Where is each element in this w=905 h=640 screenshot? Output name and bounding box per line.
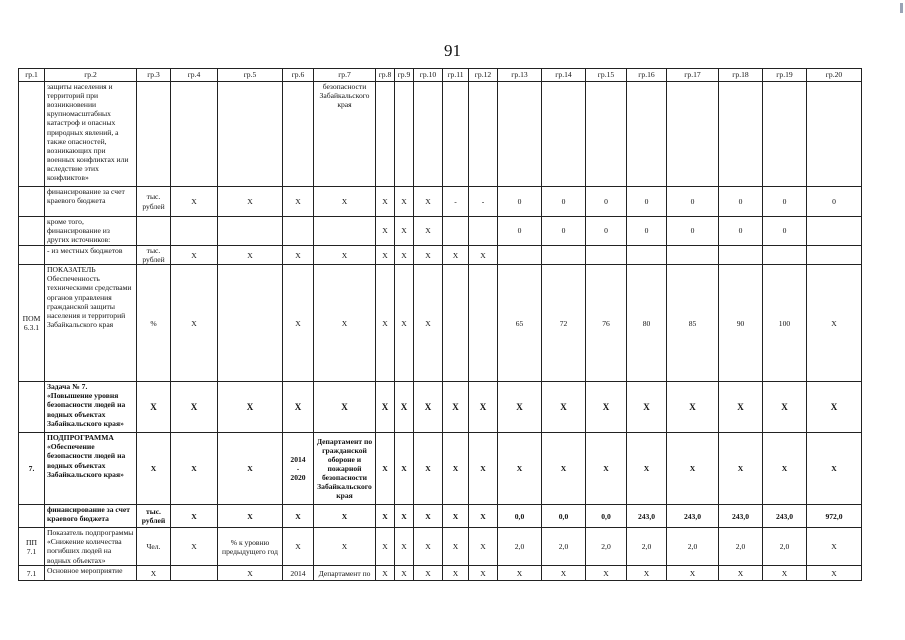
table-cell: 90 xyxy=(719,265,763,382)
table-cell xyxy=(314,217,376,246)
table-cell: X xyxy=(395,433,414,505)
table-cell: 100 xyxy=(763,265,807,382)
page-number: 91 xyxy=(444,41,461,60)
table-cell: безопасности Забайкальского края xyxy=(314,82,376,187)
table-cell: X xyxy=(314,246,376,265)
table-cell: X xyxy=(218,505,283,528)
column-header: гр.12 xyxy=(469,69,498,82)
table-cell: X xyxy=(498,382,542,433)
table-cell: тыс. рублей xyxy=(137,505,171,528)
table-cell: X xyxy=(443,246,469,265)
table-cell: X xyxy=(171,187,218,217)
table-cell: тыс. рублей xyxy=(137,246,171,265)
table-cell: ПОДПРОГРАММА «Обеспечение безопасности людей на водных объектах Забайкальского края» xyxy=(45,433,137,505)
table-cell: X xyxy=(376,187,395,217)
column-header: гр.13 xyxy=(498,69,542,82)
table-cell: X xyxy=(414,505,443,528)
table-cell: X xyxy=(414,528,443,566)
table-cell: X xyxy=(807,382,862,433)
table-cell: 85 xyxy=(667,265,719,382)
table-cell: тыс. рублей xyxy=(137,187,171,217)
table-cell: X xyxy=(395,217,414,246)
table-cell: X xyxy=(171,246,218,265)
table-cell: X xyxy=(414,433,443,505)
table-cell: - из местных бюджетов xyxy=(45,246,137,265)
table-cell: 0 xyxy=(498,187,542,217)
table-cell xyxy=(498,246,542,265)
table-cell: 0 xyxy=(807,187,862,217)
table-cell xyxy=(763,82,807,187)
table-cell: X xyxy=(283,246,314,265)
table-cell: X xyxy=(469,246,498,265)
table-cell: X xyxy=(807,566,862,581)
table-cell: 0,0 xyxy=(586,505,627,528)
table-cell: 243,0 xyxy=(627,505,667,528)
header-row xyxy=(19,69,862,82)
table-row xyxy=(19,505,862,528)
table-cell: 0 xyxy=(627,217,667,246)
table-cell: 76 xyxy=(586,265,627,382)
table-cell xyxy=(414,82,443,187)
table-cell xyxy=(469,265,498,382)
table-row xyxy=(19,566,862,581)
table-cell: ПП 7.1 xyxy=(19,528,45,566)
table-cell: 0 xyxy=(586,187,627,217)
table-cell: X xyxy=(414,217,443,246)
table-cell: X xyxy=(376,433,395,505)
table-cell xyxy=(719,246,763,265)
table-cell: X xyxy=(218,246,283,265)
table-cell: X xyxy=(283,187,314,217)
table-cell: 2014 - 2020 xyxy=(283,433,314,505)
table-row xyxy=(19,528,862,566)
table-cell: X xyxy=(171,265,218,382)
table-cell xyxy=(376,82,395,187)
table-cell xyxy=(283,82,314,187)
table-cell: 2,0 xyxy=(763,528,807,566)
table-cell: 0 xyxy=(542,217,586,246)
table-cell: Чел. xyxy=(137,528,171,566)
table-cell: % xyxy=(137,265,171,382)
table-cell: X xyxy=(807,265,862,382)
table-cell: X xyxy=(443,505,469,528)
table-cell xyxy=(443,82,469,187)
table-cell xyxy=(627,246,667,265)
table-cell xyxy=(542,82,586,187)
table-cell: X xyxy=(414,187,443,217)
page-edge-mark xyxy=(900,3,903,13)
table-cell: 0 xyxy=(763,217,807,246)
table-body xyxy=(19,69,862,581)
table-cell: X xyxy=(395,566,414,581)
table-cell: X xyxy=(719,566,763,581)
table-cell: 0 xyxy=(627,187,667,217)
table-row xyxy=(19,433,862,505)
table-cell: X xyxy=(469,528,498,566)
column-header: гр.6 xyxy=(283,69,314,82)
table-cell xyxy=(586,246,627,265)
table-cell: 243,0 xyxy=(763,505,807,528)
table-cell: 2,0 xyxy=(667,528,719,566)
table-cell: 243,0 xyxy=(719,505,763,528)
table-cell: X xyxy=(376,246,395,265)
table-row xyxy=(19,187,862,217)
table-cell: финансирование за счет краевого бюджета xyxy=(45,187,137,217)
table-cell: X xyxy=(395,382,414,433)
table-cell xyxy=(469,217,498,246)
table-cell: X xyxy=(218,566,283,581)
column-header: гр.20 xyxy=(807,69,862,82)
table-cell: 0,0 xyxy=(542,505,586,528)
column-header: гр.3 xyxy=(137,69,171,82)
table-cell: X xyxy=(498,566,542,581)
column-header: гр.9 xyxy=(395,69,414,82)
table-cell: X xyxy=(395,187,414,217)
table-cell: X xyxy=(314,382,376,433)
table-cell: X xyxy=(395,505,414,528)
table-cell: кроме того, финансирование из других источников: xyxy=(45,217,137,246)
table-cell: защиты населения и территорий при возникновении крупномасштабных катастроф и опасных природных явлений, а также опасностей, возникающих при военных конфликтах или вследствие этих конфликтов» xyxy=(45,82,137,187)
table-cell xyxy=(443,265,469,382)
table-cell: X xyxy=(171,382,218,433)
table-cell: Задача № 7. «Повышение уровня безопасности людей на водных объектах Забайкальского края» xyxy=(45,382,137,433)
table-cell: ПОКАЗАТЕЛЬ Обеспеченность техническими средствами органов управления гражданской защиты населения и территорий Забайкальского края xyxy=(45,265,137,382)
table-cell: X xyxy=(498,433,542,505)
table-cell: X xyxy=(719,433,763,505)
table-cell: X xyxy=(719,382,763,433)
table-cell: X xyxy=(443,433,469,505)
table-cell: X xyxy=(314,505,376,528)
table-cell xyxy=(19,382,45,433)
table-cell: X xyxy=(667,433,719,505)
table-cell xyxy=(807,82,862,187)
table-cell: X xyxy=(171,433,218,505)
table-cell: X xyxy=(137,433,171,505)
table-cell: X xyxy=(414,265,443,382)
table-cell: X xyxy=(376,265,395,382)
table-cell: - xyxy=(443,187,469,217)
table-cell: X xyxy=(171,528,218,566)
table-cell xyxy=(395,82,414,187)
table-cell: 0,0 xyxy=(498,505,542,528)
table-cell: X xyxy=(395,265,414,382)
table-cell: X xyxy=(542,566,586,581)
table-cell xyxy=(627,82,667,187)
table-cell xyxy=(171,566,218,581)
table-cell: Показатель подпрограммы «Снижение количества погибших людей на водных объектах» xyxy=(45,528,137,566)
column-header: гр.15 xyxy=(586,69,627,82)
table-cell: X xyxy=(627,382,667,433)
column-header: гр.11 xyxy=(443,69,469,82)
column-header: гр.16 xyxy=(627,69,667,82)
table-cell: 2,0 xyxy=(542,528,586,566)
table-row xyxy=(19,265,862,382)
table-cell: X xyxy=(627,433,667,505)
table-cell: X xyxy=(314,528,376,566)
table-cell: X xyxy=(763,433,807,505)
table-cell: X xyxy=(443,528,469,566)
table-cell: 7.1 xyxy=(19,566,45,581)
table-cell: X xyxy=(283,505,314,528)
table-cell: X xyxy=(763,566,807,581)
table-row xyxy=(19,246,862,265)
column-header: гр.8 xyxy=(376,69,395,82)
table-cell: 0 xyxy=(498,217,542,246)
table-cell xyxy=(667,82,719,187)
table-cell xyxy=(19,187,45,217)
table-cell: X xyxy=(414,246,443,265)
table-cell: X xyxy=(627,566,667,581)
table-cell: X xyxy=(586,382,627,433)
table-cell xyxy=(498,82,542,187)
table-cell: 0 xyxy=(719,187,763,217)
table-cell: X xyxy=(414,566,443,581)
table-cell: Департамент по xyxy=(314,566,376,581)
table-cell: X xyxy=(395,246,414,265)
table-cell xyxy=(542,246,586,265)
table-cell: X xyxy=(376,382,395,433)
table-cell: Основное мероприятие xyxy=(45,566,137,581)
table-cell: X xyxy=(395,528,414,566)
table-cell xyxy=(719,82,763,187)
program-table xyxy=(18,68,862,581)
table-row xyxy=(19,217,862,246)
table-cell: X xyxy=(137,566,171,581)
table-cell: X xyxy=(218,187,283,217)
table-cell xyxy=(283,217,314,246)
column-header: гр.14 xyxy=(542,69,586,82)
table-cell: 0 xyxy=(667,187,719,217)
table-cell: X xyxy=(542,433,586,505)
table-cell xyxy=(137,82,171,187)
table-cell: % к уровню предыдущего год xyxy=(218,528,283,566)
table-cell: 65 xyxy=(498,265,542,382)
table-cell xyxy=(218,265,283,382)
table-cell xyxy=(137,217,171,246)
table-cell: 0 xyxy=(667,217,719,246)
table-cell: финансирование за счет краевого бюджета xyxy=(45,505,137,528)
table-cell xyxy=(19,505,45,528)
table-cell xyxy=(19,246,45,265)
table-cell: X xyxy=(218,382,283,433)
table-cell: 243,0 xyxy=(667,505,719,528)
table-cell: X xyxy=(376,217,395,246)
table-cell: 2,0 xyxy=(498,528,542,566)
table-cell xyxy=(171,217,218,246)
table-row xyxy=(19,382,862,433)
table-cell: X xyxy=(376,528,395,566)
table-cell: 2014 xyxy=(283,566,314,581)
table-cell: X xyxy=(667,566,719,581)
table-cell: - xyxy=(469,187,498,217)
column-header: гр.4 xyxy=(171,69,218,82)
table-cell: X xyxy=(283,265,314,382)
table-cell: 7. xyxy=(19,433,45,505)
table-cell: 72 xyxy=(542,265,586,382)
table-cell: X xyxy=(376,566,395,581)
table-cell: X xyxy=(137,382,171,433)
table-cell: X xyxy=(542,382,586,433)
column-header: гр.2 xyxy=(45,69,137,82)
table-cell xyxy=(19,82,45,187)
table-cell xyxy=(586,82,627,187)
table-cell xyxy=(171,82,218,187)
column-header: гр.17 xyxy=(667,69,719,82)
column-header: гр.18 xyxy=(719,69,763,82)
table-cell xyxy=(218,82,283,187)
table-cell: X xyxy=(283,382,314,433)
table-cell xyxy=(807,246,862,265)
table-cell: X xyxy=(443,566,469,581)
table-cell: 0 xyxy=(542,187,586,217)
column-header: гр.5 xyxy=(218,69,283,82)
table-cell xyxy=(218,217,283,246)
table-cell: X xyxy=(807,433,862,505)
table-cell: X xyxy=(763,382,807,433)
table-cell: ПОМ 6.3.1 xyxy=(19,265,45,382)
table-cell: X xyxy=(314,265,376,382)
table-cell: 0 xyxy=(586,217,627,246)
column-header: гр.1 xyxy=(19,69,45,82)
table-cell: X xyxy=(469,566,498,581)
table-cell: X xyxy=(218,433,283,505)
table-cell: X xyxy=(469,505,498,528)
table-row xyxy=(19,82,862,187)
table-cell: X xyxy=(667,382,719,433)
table-cell xyxy=(667,246,719,265)
column-header: гр.19 xyxy=(763,69,807,82)
table-cell: X xyxy=(586,566,627,581)
table-cell: 2,0 xyxy=(627,528,667,566)
column-header: гр.10 xyxy=(414,69,443,82)
table-cell: X xyxy=(586,433,627,505)
table-cell: 0 xyxy=(763,187,807,217)
table-cell: 2,0 xyxy=(586,528,627,566)
table-cell: X xyxy=(469,382,498,433)
table-cell xyxy=(469,82,498,187)
table-cell: X xyxy=(469,433,498,505)
table-cell: X xyxy=(171,505,218,528)
column-header: гр.7 xyxy=(314,69,376,82)
table-cell: 80 xyxy=(627,265,667,382)
table-cell xyxy=(443,217,469,246)
table-cell: 972,0 xyxy=(807,505,862,528)
table-cell: X xyxy=(376,505,395,528)
table-cell xyxy=(763,246,807,265)
table-cell: 2,0 xyxy=(719,528,763,566)
table-cell xyxy=(19,217,45,246)
table-cell: X xyxy=(443,382,469,433)
table-cell: Департамент по гражданской обороне и пожарной безопасности Забайкальского края xyxy=(314,433,376,505)
table-cell: X xyxy=(283,528,314,566)
table-cell: X xyxy=(414,382,443,433)
table-cell xyxy=(807,217,862,246)
table-cell: 0 xyxy=(719,217,763,246)
table-cell: X xyxy=(314,187,376,217)
table-cell: X xyxy=(807,528,862,566)
